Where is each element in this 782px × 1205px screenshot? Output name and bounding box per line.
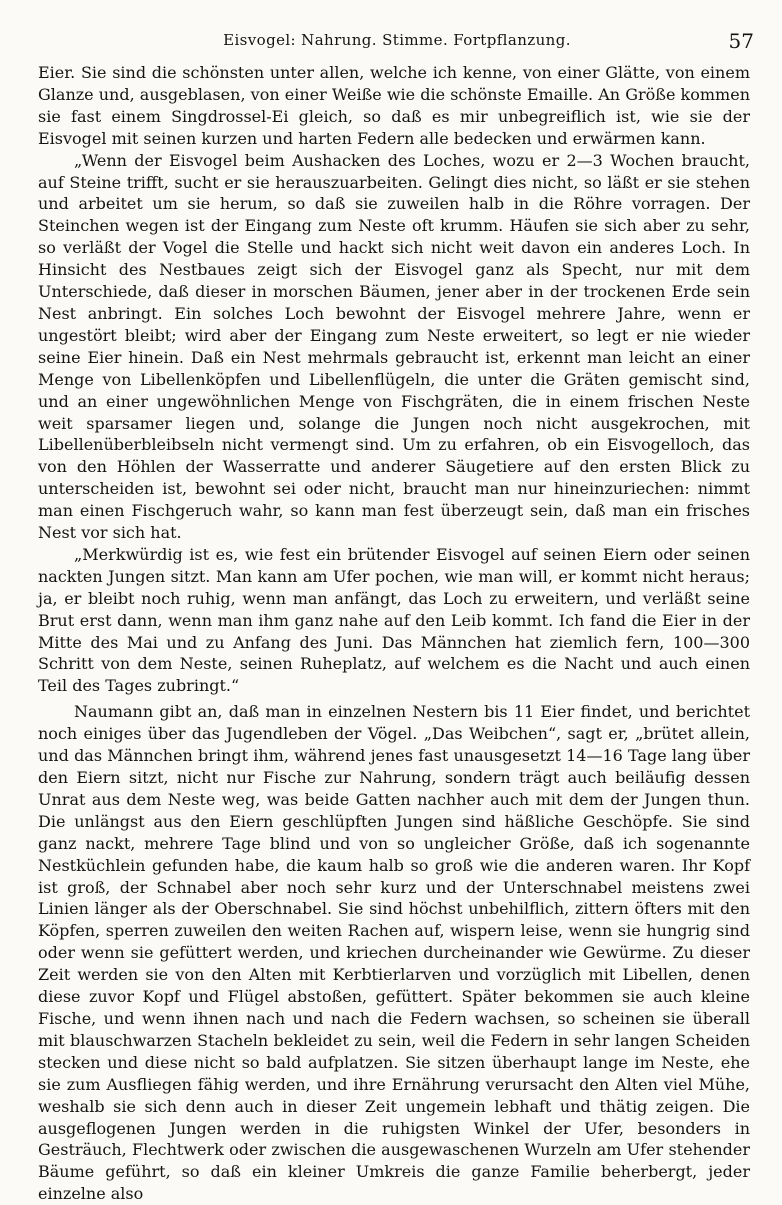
paragraph-nest-hole: „Wenn der Eisvogel beim Aushacken des Loches, wozu er 2—3 Wochen braucht, auf Steine trifft, sucht er sie herauszuarbeiten. Gelingt dies nicht, so läßt er sie stehen und arbeitet um sie herum, so daß sie zuweilen halb in die Röhre vorragen. Der Steinchen wegen ist der Eingang zum Neste oft krumm. Häufen sie sich aber zu sehr, so verläßt der Vogel die Stelle und hackt sich nicht weit davon ein anderes Loch. In Hinsicht des Nestbaues zeigt sich der Eisvogel ganz als Specht, nur mit dem Unterschiede, daß dieser in morschen Bäumen, jener aber in der trockenen Erde sein Nest anbringt. Ein solches Loch bewohnt der Eisvogel mehrere Jahre, wenn er ungestört bleibt; wird aber der Eingang zum Neste erweitert, so legt er nie wieder seine Eier hinein. Daß ein Nest mehrmals gebraucht ist, erkennt man leicht an einer Menge von Libellenköpfen und Libellenflügeln, die unter die Gräten gemischt sind, und an einer ungewöhnlichen Menge von Fischgräten, die in einem frischen Neste weit sparsamer liegen und, solange die Jungen noch nicht ausgekrochen, mit Libellenüberbleibseln nicht vermengt sind. Um zu erfahren, ob ein Eisvogelloch, das von den Höhlen der Wasserratte und anderer Säugetiere auf den ersten Blick zu unterscheiden ist, bewohnt sei oder nicht, braucht man nur hineinzuriechen: nimmt man einen Fischgeruch wahr, so kann man fest überzeugt sein, daß man ein frisches Nest vor sich hat. <box>38 150 750 543</box>
paragraph-continuation: Eier. Sie sind die schönsten unter allen, welche ich kenne, von einer Glätte, von einem Glanze und, ausgeblasen, von einer Weiße wie die schönste Emaille. An Größe kommen sie fast einem Singdrossel-Ei gleich, so daß es mir unbegreiflich ist, wie sie der Eisvogel mit seinen kurzen und harten Federn alle bedecken und erwärmen kann. <box>38 63 750 148</box>
paragraph-naumann: Naumann gibt an, daß man in einzelnen Nestern bis 11 Eier findet, und berichtet noch einiges über das Jugendleben der Vögel. „Das Weibchen“, sagt er, „brütet allein, und das Männchen bringt ihm, während jenes fast unausgesetzt 14—16 Tage lang über den Eiern sitzt, nicht nur Fische zur Nahrung, sondern trägt auch beiläufig dessen Unrat aus dem Neste weg, was beide Gatten nachher auch mit dem der Jungen thun. Die unlängst aus den Eiern geschlüpften Jungen sind häßliche Geschöpfe. Sie sind ganz nackt, mehrere Tage blind und von so ungleicher Größe, daß ich sogenannte Nestküchlein gefunden habe, die kaum halb so groß wie die anderen waren. Ihr Kopf ist groß, der Schnabel aber noch sehr kurz und der Unterschnabel meistens zwei Linien länger als der Oberschnabel. Sie sind höchst unbehilflich, zittern öfters mit den Köpfen, sperren zuweilen den weiten Rachen auf, wispern leise, wenn sie hungrig sind oder wenn sie gefüttert werden, und kriechen durcheinander wie Gewürme. Zu dieser Zeit werden sie von den Alten mit Kerbtierlarven und vorzüglich mit Libellen, denen diese zuvor Kopf und Flügel abstoßen, gefüttert. Später bekommen sie auch kleine Fische, und wenn ihnen nach und nach die Federn wachsen, so scheinen sie überall mit blauschwarzen Stacheln bekleidet zu sein, weil die Federn in sehr langen Scheiden stecken und diese nicht so bald aufplatzen. Sie sitzen überhaupt lange im Neste, ehe sie zum Ausfliegen fähig werden, und ihre Ernährung verursacht den Alten viel Mühe, weshalb sie sich denn auch in dieser Zeit ungemein lebhaft und thätig zeigen. Die ausgeflogenen Jungen werden in die ruhigsten Winkel der Ufer, besonders in Gesträuch, Flechtwerk oder zwischen die ausgewaschenen Wurzeln am Ufer stehender Bäume geführt, so daß ein kleiner Umkreis die ganze Familie beherbergt, jeder einzelne also <box>38 702 750 1204</box>
body-text <box>38 62 750 1205</box>
running-title: Eisvogel: Nahrung. Stimme. Fortpflanzung. <box>223 31 571 49</box>
page-number: 57 <box>728 29 754 53</box>
paragraph-brooding: „Merkwürdig ist es, wie fest ein brütender Eisvogel auf seinen Eiern oder seinen nackten Jungen sitzt. Man kann am Ufer pochen, wie man will, er kommt nicht heraus; ja, er bleibt noch ruhig, wenn man anfängt, das Loch zu erweitern, und verläßt seine Brut erst dann, wenn man ihm ganz nahe auf den Leib kommt. Ich fand die Eier in der Mitte des Mai und zu Anfang des Juni. Das Männchen hat ziemlich fern, 100—300 Schritt von dem Neste, seinen Ruheplatz, auf welchem es die Nacht und auch einen Teil des Tages zubringt.“ <box>38 544 750 696</box>
running-header <box>40 29 754 53</box>
